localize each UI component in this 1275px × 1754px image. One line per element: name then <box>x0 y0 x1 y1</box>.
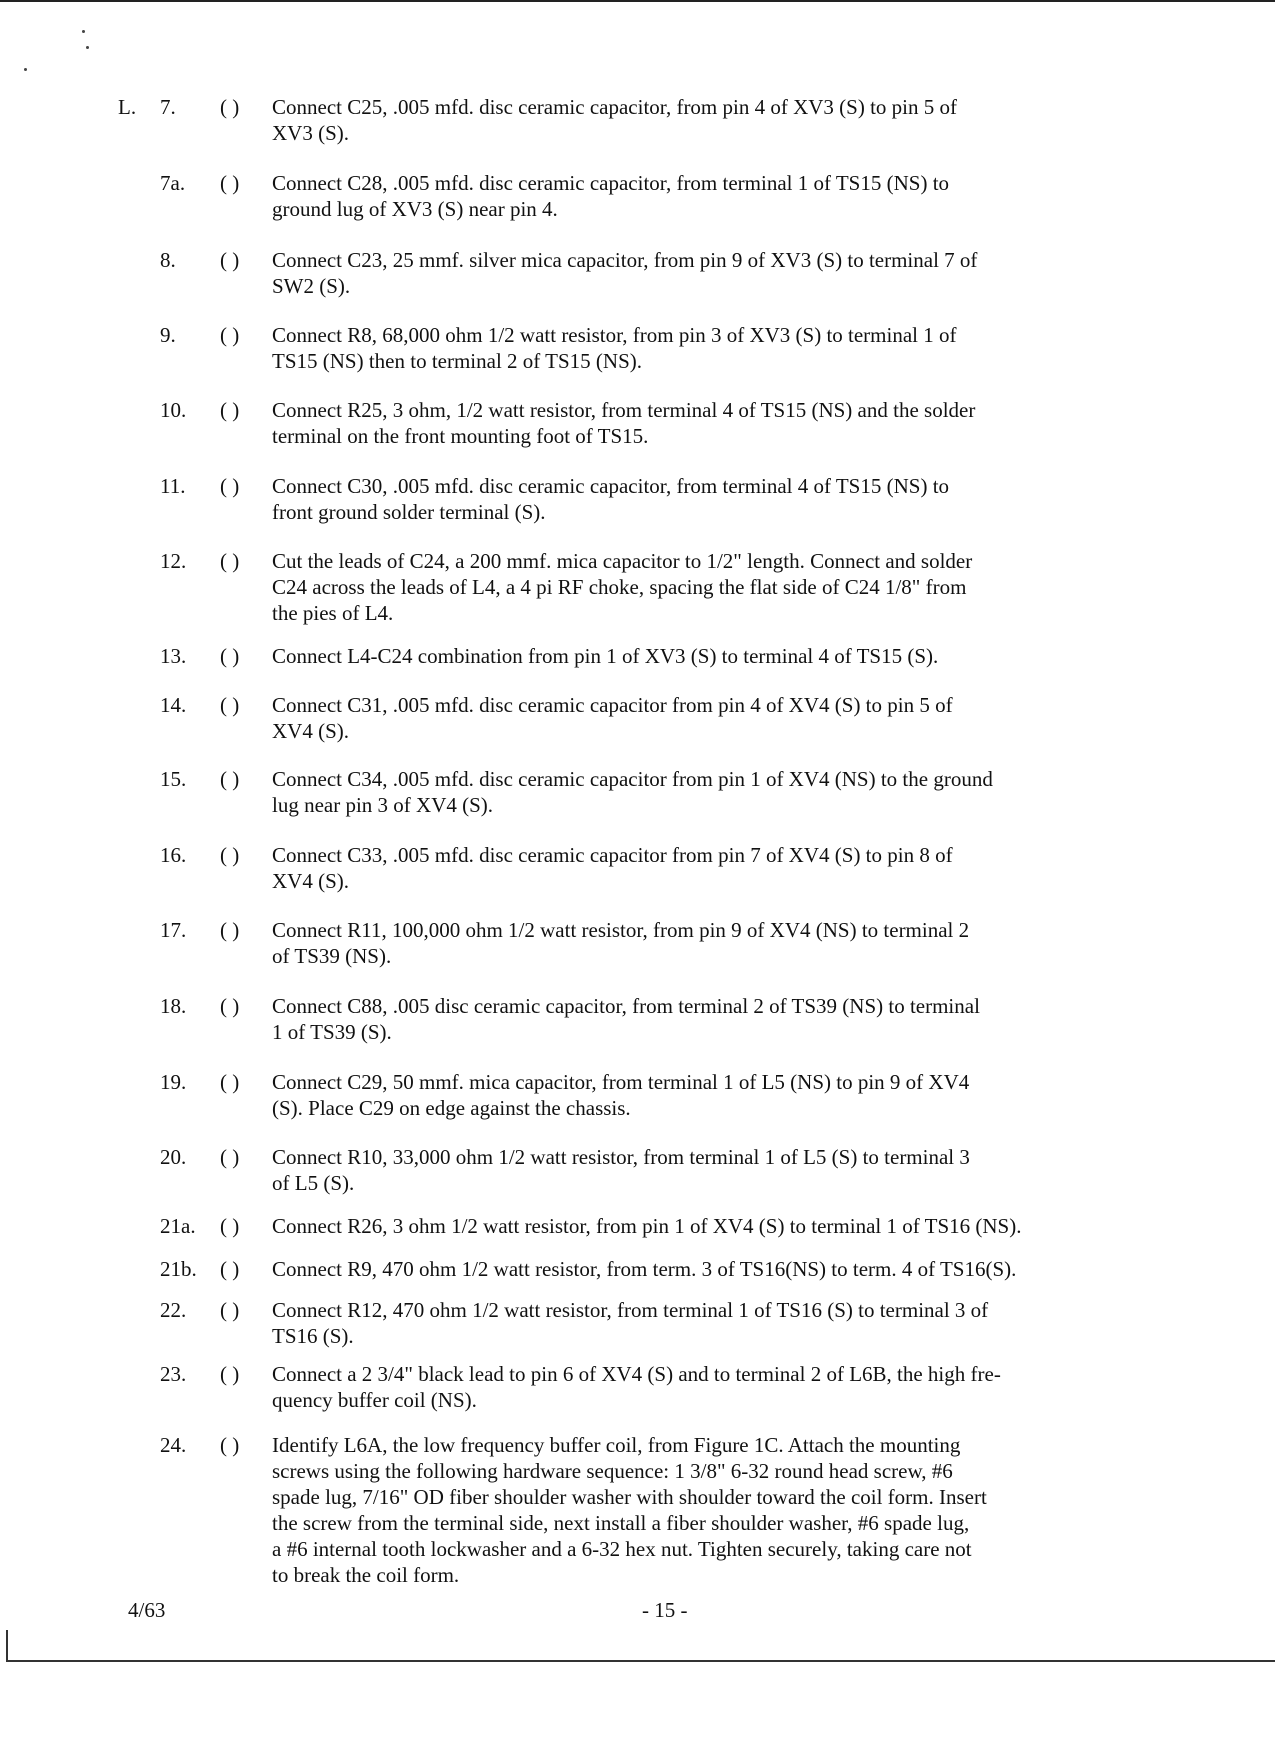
page-number: - 15 - <box>642 1598 688 1622</box>
step-text <box>272 322 957 374</box>
step-number: 16. <box>160 843 187 867</box>
step-text <box>272 397 975 449</box>
step-number: 18. <box>160 994 187 1018</box>
step-checkbox[interactable]: ( ) <box>220 1070 240 1094</box>
step-checkbox[interactable]: ( ) <box>220 1298 240 1322</box>
step-text-line: a #6 internal tooth lockwasher and a 6-32 hex nut. Tighten securely, taking care not <box>272 1537 972 1561</box>
step-text <box>272 548 972 626</box>
step-text <box>272 692 953 744</box>
step-number: 19. <box>160 1070 187 1094</box>
step-checkbox[interactable]: ( ) <box>220 474 240 498</box>
step-number: 21b. <box>160 1257 197 1281</box>
step-text-line: XV4 (S). <box>272 719 349 743</box>
step-text-line: Connect C23, 25 mmf. silver mica capacitor, from pin 9 of XV3 (S) to terminal 7 of <box>272 248 978 272</box>
step-text-line: screws using the following hardware sequence: 1 3/8" 6-32 round head screw, #6 <box>272 1459 953 1483</box>
step-checkbox[interactable]: ( ) <box>220 843 240 867</box>
step-checkbox[interactable]: ( ) <box>220 95 240 119</box>
step-text <box>272 247 977 299</box>
step-number: 11. <box>160 474 186 498</box>
step-text <box>272 1213 1021 1239</box>
step-checkbox[interactable]: ( ) <box>220 767 240 791</box>
step-number: 15. <box>160 767 187 791</box>
step-number: 9. <box>160 323 176 347</box>
step-text <box>272 1256 1016 1282</box>
step-text <box>272 94 957 146</box>
step-text-line: Connect R10, 33,000 ohm 1/2 watt resistor, from terminal 1 of L5 (S) to terminal 3 <box>272 1145 970 1169</box>
step-text <box>272 766 993 818</box>
step-text <box>272 1432 987 1588</box>
step-text-line: lug near pin 3 of XV4 (S). <box>272 793 494 817</box>
step-checkbox[interactable]: ( ) <box>220 248 240 272</box>
step-text <box>272 1297 988 1349</box>
scan-speck <box>24 68 27 71</box>
step-text <box>272 1069 969 1121</box>
bottom-border <box>6 1660 1275 1662</box>
step-text-line: (S). Place C29 on edge against the chassis. <box>272 1096 631 1120</box>
step-checkbox[interactable]: ( ) <box>220 171 240 195</box>
step-text-line: Connect C88, .005 disc ceramic capacitor, from terminal 2 of TS39 (NS) to terminal <box>272 994 980 1018</box>
step-text-line: C24 across the leads of L4, a 4 pi RF choke, spacing the flat side of C24 1/8" from <box>272 575 967 599</box>
step-checkbox[interactable]: ( ) <box>220 1145 240 1169</box>
step-text <box>272 473 949 525</box>
step-text <box>272 170 949 222</box>
step-text-line: Connect C29, 50 mmf. mica capacitor, from terminal 1 of L5 (NS) to pin 9 of XV4 <box>272 1070 970 1094</box>
step-text-line: Connect R9, 470 ohm 1/2 watt resistor, from term. 3 of TS16(NS) to term. 4 of TS16(S). <box>272 1257 1017 1281</box>
step-text-line: of L5 (S). <box>272 1171 355 1195</box>
step-number: 17. <box>160 918 187 942</box>
step-text-line: Connect C25, .005 mfd. disc ceramic capacitor, from pin 4 of XV3 (S) to pin 5 of <box>272 95 958 119</box>
scan-speck <box>82 30 85 33</box>
step-text-line: Connect C31, .005 mfd. disc ceramic capacitor from pin 4 of XV4 (S) to pin 5 of <box>272 693 953 717</box>
step-checkbox[interactable]: ( ) <box>220 398 240 422</box>
step-text-line: SW2 (S). <box>272 274 351 298</box>
step-checkbox[interactable]: ( ) <box>220 1362 240 1386</box>
step-text <box>272 842 953 894</box>
step-text-line: quency buffer coil (NS). <box>272 1388 477 1412</box>
step-checkbox[interactable]: ( ) <box>220 994 240 1018</box>
step-text-line: of TS39 (NS). <box>272 944 392 968</box>
step-text-line: Connect L4-C24 combination from pin 1 of XV3 (S) to terminal 4 of TS15 (S). <box>272 644 939 668</box>
step-checkbox[interactable]: ( ) <box>220 1257 240 1281</box>
step-text <box>272 917 969 969</box>
step-text-line: to break the coil form. <box>272 1563 460 1587</box>
step-text-line: TS15 (NS) then to terminal 2 of TS15 (NS). <box>272 349 643 373</box>
step-text <box>272 1144 970 1196</box>
step-number: 22. <box>160 1298 187 1322</box>
step-text-line: Connect R25, 3 ohm, 1/2 watt resistor, from terminal 4 of TS15 (NS) and the solder <box>272 398 976 422</box>
step-checkbox[interactable]: ( ) <box>220 323 240 347</box>
step-number: 20. <box>160 1145 187 1169</box>
step-text <box>272 993 980 1045</box>
step-text-line: Connect C30, .005 mfd. disc ceramic capacitor, from terminal 4 of TS15 (NS) to <box>272 474 950 498</box>
top-border <box>0 0 1275 2</box>
step-text-line: Connect C33, .005 mfd. disc ceramic capacitor from pin 7 of XV4 (S) to pin 8 of <box>272 843 953 867</box>
step-checkbox[interactable]: ( ) <box>220 1214 240 1238</box>
step-text-line: 1 of TS39 (S). <box>272 1020 392 1044</box>
step-text <box>272 1361 1001 1413</box>
step-number: 23. <box>160 1362 187 1386</box>
step-number: 7. <box>160 95 176 119</box>
step-number: 13. <box>160 644 187 668</box>
step-number: 24. <box>160 1433 187 1457</box>
step-text <box>272 643 938 669</box>
step-checkbox[interactable]: ( ) <box>220 1433 240 1457</box>
step-text-line: the screw from the terminal side, next install a fiber shoulder washer, #6 spade lug, <box>272 1511 970 1535</box>
step-checkbox[interactable]: ( ) <box>220 549 240 573</box>
step-checkbox[interactable]: ( ) <box>220 918 240 942</box>
step-text-line: Connect R26, 3 ohm 1/2 watt resistor, from pin 1 of XV4 (S) to terminal 1 of TS16 (NS). <box>272 1214 1022 1238</box>
step-number: 12. <box>160 549 187 573</box>
step-text-line: Connect R12, 470 ohm 1/2 watt resistor, from terminal 1 of TS16 (S) to terminal 3 of <box>272 1298 989 1322</box>
step-text-line: XV4 (S). <box>272 869 349 893</box>
step-text-line: TS16 (S). <box>272 1324 354 1348</box>
step-text-line: ground lug of XV3 (S) near pin 4. <box>272 197 558 221</box>
step-text-line: Identify L6A, the low frequency buffer coil, from Figure 1C. Attach the mounting <box>272 1433 961 1457</box>
step-text-line: Cut the leads of C24, a 200 mmf. mica capacitor to 1/2" length. Connect and solder <box>272 549 973 573</box>
step-number: 8. <box>160 248 176 272</box>
step-number: 10. <box>160 398 187 422</box>
left-border-mark <box>6 1630 8 1662</box>
step-number: 21a. <box>160 1214 196 1238</box>
step-text-line: terminal on the front mounting foot of TS15. <box>272 424 649 448</box>
step-text-line: Connect R8, 68,000 ohm 1/2 watt resistor, from pin 3 of XV3 (S) to terminal 1 of <box>272 323 957 347</box>
step-checkbox[interactable]: ( ) <box>220 693 240 717</box>
section-label: L. <box>118 95 137 119</box>
scan-speck <box>86 46 89 49</box>
step-text-line: spade lug, 7/16" OD fiber shoulder washer with shoulder toward the coil form. Insert <box>272 1485 987 1509</box>
step-text-line: Connect a 2 3/4" black lead to pin 6 of XV4 (S) and to terminal 2 of L6B, the high fre- <box>272 1362 1001 1386</box>
step-text-line: front ground solder terminal (S). <box>272 500 546 524</box>
step-number: 7a. <box>160 171 186 195</box>
step-text-line: Connect R11, 100,000 ohm 1/2 watt resistor, from pin 9 of XV4 (NS) to terminal 2 <box>272 918 970 942</box>
step-checkbox[interactable]: ( ) <box>220 644 240 668</box>
step-text-line: the pies of L4. <box>272 601 394 625</box>
step-number: 14. <box>160 693 187 717</box>
step-text-line: Connect C34, .005 mfd. disc ceramic capacitor from pin 1 of XV4 (NS) to the ground <box>272 767 993 791</box>
step-text-line: Connect C28, .005 mfd. disc ceramic capacitor, from terminal 1 of TS15 (NS) to <box>272 171 950 195</box>
footer-date: 4/63 <box>128 1598 166 1622</box>
step-text-line: XV3 (S). <box>272 121 349 145</box>
